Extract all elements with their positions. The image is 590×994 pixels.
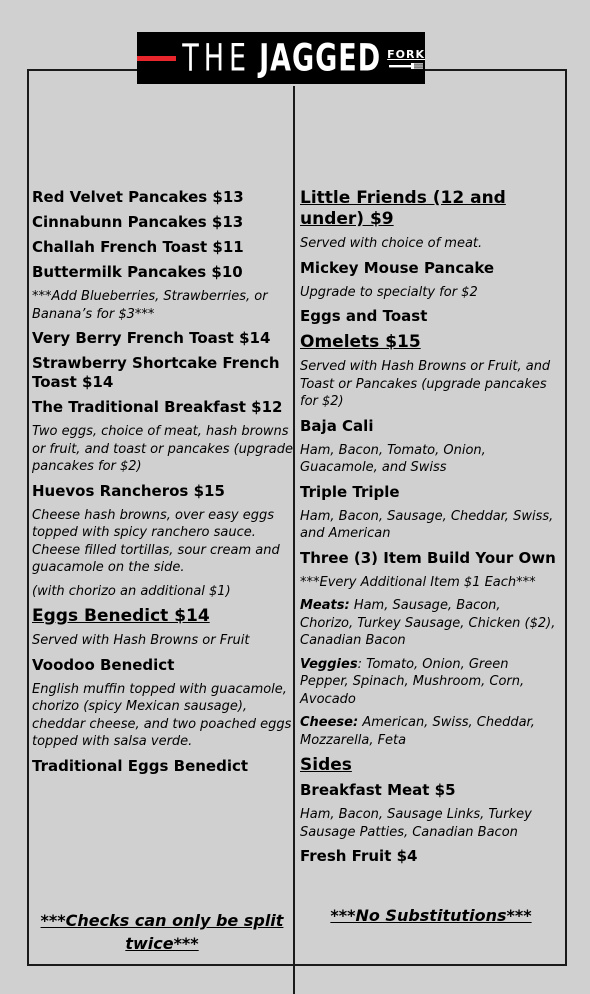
item-description: (with chorizo an additional $1) <box>32 583 231 599</box>
item-description: Ham, Bacon, Tomato, Onion, Guacamole, and Swiss <box>300 442 486 475</box>
menu-item: Buttermilk Pancakes $10 <box>32 263 243 281</box>
item-description <box>300 714 556 749</box>
logo-fork-text: FORK <box>387 47 425 61</box>
menu-item: Three (3) Item Build Your Own <box>300 548 556 567</box>
item-description: ***Add Blueberries, Strawberries, or Banana’s for $3*** <box>32 289 268 322</box>
logo <box>137 32 425 84</box>
menu-item: Fresh Fruit $4 <box>300 847 418 865</box>
menu-column-right <box>300 188 556 872</box>
no-substitutions-notice: ***No Substitutions*** <box>330 906 532 925</box>
item-description: Ham, Bacon, Sausage, Cheddar, Swiss, and American <box>300 508 554 541</box>
description-text: : Tomato, Onion, Green Pepper, Spinach, Mushroom, Corn, Avocado <box>300 656 525 707</box>
logo-wordmark <box>182 36 381 80</box>
menu-item: Red Velvet Pancakes $13 <box>32 188 244 206</box>
menu-item: Traditional Eggs Benedict <box>32 756 249 775</box>
fork-icon <box>389 63 423 69</box>
item-description: English muffin topped with guacamole, chorizo (spicy Mexican sausage), cheddar cheese, and two poached eggs topped with salsa verde. <box>32 681 292 749</box>
menu-item: Strawberry Shortcake French Toast $14 <box>32 354 280 391</box>
menu-item: Cinnabunn Pancakes $13 <box>32 213 244 231</box>
menu-item: Triple Triple <box>300 482 400 501</box>
logo-fork <box>387 48 425 69</box>
item-description: Two eggs, choice of meat, hash browns or fruit, and toast or pancakes (upgrade pancakes for $2) <box>32 424 293 474</box>
menu-item: Huevos Rancheros $15 <box>32 481 225 500</box>
description-text: American, Swiss, Cheddar, Mozzarella, Feta <box>300 715 535 748</box>
item-description: Cheese hash browns, over easy eggs topped with spicy ranchero sauce. Cheese filled tortillas, sour cream and guacamole on the side. <box>32 507 280 575</box>
description-label: Meats: <box>300 598 350 613</box>
section-heading: Sides <box>300 755 352 775</box>
menu-item: Baja Cali <box>300 416 374 435</box>
menu-item: Eggs and Toast <box>300 307 428 325</box>
item-description <box>300 656 556 709</box>
description-label: Cheese: <box>300 715 359 730</box>
logo-the: THE <box>182 36 252 80</box>
item-description: Served with choice of meat. <box>300 236 483 251</box>
menu-item: Breakfast Meat $5 <box>300 781 456 799</box>
split-checks-notice: ***Checks can only be split twice*** <box>40 911 284 953</box>
item-description: Upgrade to specialty for $2 <box>300 284 478 300</box>
menu-item: Voodoo Benedict <box>32 655 175 674</box>
item-description: ***Every Additional Item $1 Each*** <box>300 574 536 590</box>
menu-column-left <box>32 188 294 782</box>
menu-item: The Traditional Breakfast $12 <box>32 398 283 416</box>
menu-item: Challah French Toast $11 <box>32 238 244 256</box>
item-description: Ham, Bacon, Sausage Links, Turkey Sausage Patties, Canadian Bacon <box>300 807 532 840</box>
logo-jagged: JAGGED <box>259 36 382 80</box>
item-description: Served with Hash Browns or Fruit, and Toast or Pancakes (upgrade pancakes for $2) <box>300 359 551 409</box>
logo-red-bar <box>137 56 176 61</box>
section-heading: Eggs Benedict $14 <box>32 606 210 626</box>
description-label: Veggies <box>300 656 358 672</box>
section-heading: Omelets $15 <box>300 332 421 352</box>
section-heading: Little Friends (12 and under) $9 <box>300 188 506 229</box>
menu-item: Very Berry French Toast $14 <box>32 329 271 347</box>
description-text: Ham, Sausage, Bacon, Chorizo, Turkey Sausage, Chicken ($2), Canadian Bacon <box>300 598 556 648</box>
item-description: Served with Hash Browns or Fruit <box>32 633 250 648</box>
item-description <box>300 597 556 650</box>
menu-item: Mickey Mouse Pancake <box>300 258 495 277</box>
